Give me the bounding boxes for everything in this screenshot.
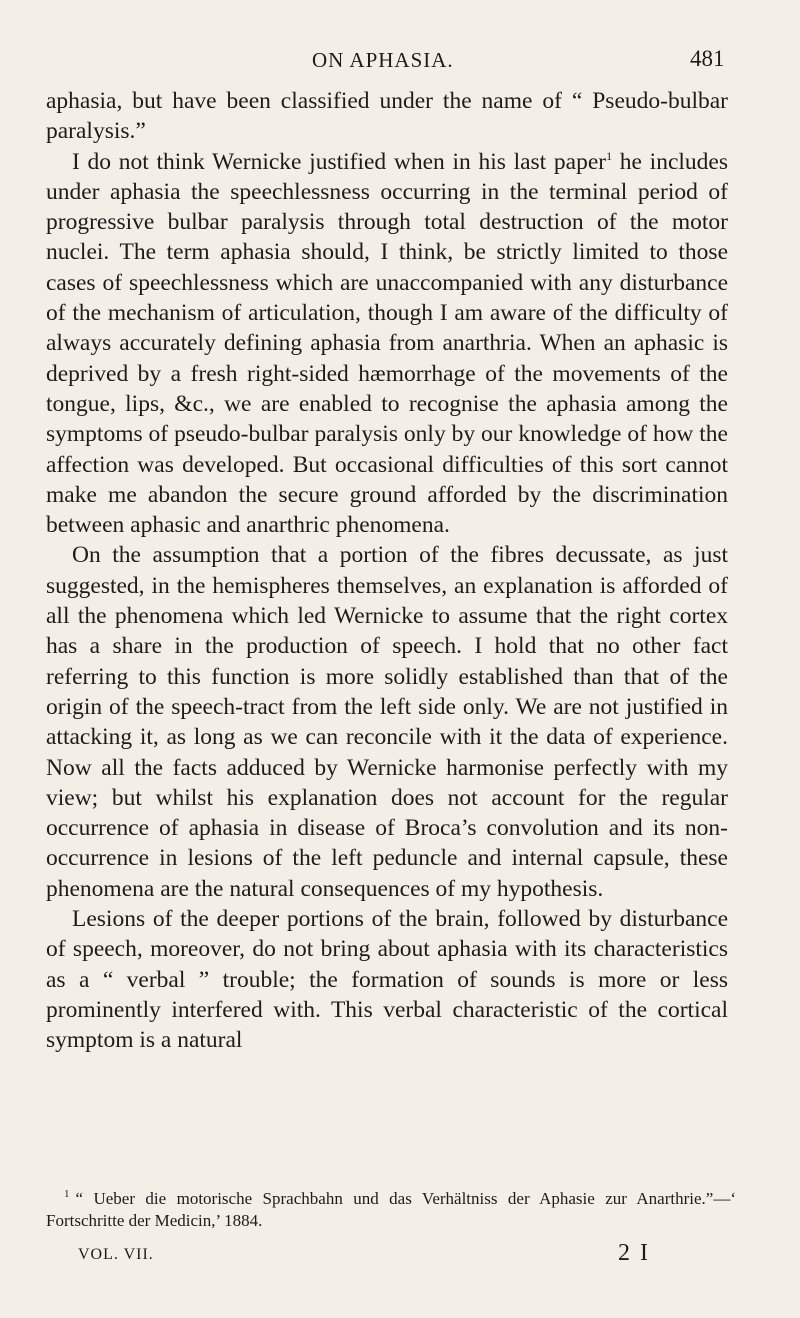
body-text bbox=[46, 86, 728, 1056]
page-number: 481 bbox=[690, 46, 725, 71]
paragraph-2-rest: he includes under aphasia the speechlessness occurring in the terminal period of progressive bulbar paralysis through total destruction of the motor nuclei. The term aphasia should, I think, be strictly limited to those cases of speechlessness which are unaccompanied with any disturbance of the mechanism of articulation, though I am aware of the difficulty of always accurately defining aphasia from anarthria. When an aphasic is deprived by a fresh right-sided hæmorrhage of the movements of the tongue, lips, &c., we are enabled to recognise the aphasia among the symptoms of pseudo-bulbar paralysis only by our knowledge of how the affection was developed. But occasional difficulties of this sort cannot make me abandon the secure ground afforded by the discrimination between aphasic and anarthric phenomena. bbox=[46, 148, 728, 539]
paragraph-4: Lesions of the deeper portions of the brain, followed by disturbance of speech, moreover, do not bring about aphasia with its characteristics as a “ verbal ” trouble; the formation of sounds is more or less prominently interfered with. This verbal characteristic of the cortical symptom is a natural bbox=[46, 906, 728, 1054]
paragraph-1: aphasia, but have been classified under the name of “ Pseudo-bulbar paralysis.” bbox=[46, 88, 728, 145]
signature-line bbox=[0, 1240, 800, 1270]
footnote-mark: 1 bbox=[64, 1188, 70, 1201]
footnote bbox=[46, 1188, 736, 1232]
paragraph-2-start: I do not think Wernicke justified when in his last paper bbox=[72, 148, 607, 175]
page-header bbox=[0, 42, 800, 76]
footnote-reference: 1 bbox=[606, 148, 613, 163]
footnote-text: “ Ueber die motorische Sprachbahn und das Verhältniss der Aphasie zur Anarthrie.”—‘ Fortschritte der Medicin,’ 1884. bbox=[46, 1189, 736, 1230]
volume-label: VOL. VII. bbox=[78, 1246, 154, 1263]
running-title: ON APHASIA. bbox=[312, 48, 454, 72]
printer-signature: 2 I bbox=[618, 1240, 650, 1266]
paragraph-3: On the assumption that a portion of the fibres decussate, as just suggested, in the hemispheres themselves, an explanation is afforded of all the phenomena which led Wernicke to assume that the right cortex has a share in the production of speech. I hold that no other fact referring to this function is more solidly established than that of the origin of the speech-tract from the left side only. We are not justified in attacking it, as long as we can reconcile with it the data of experience. Now all the facts adduced by Wernicke harmonise perfectly with my view; but whilst his explanation does not account for the regular occurrence of aphasia in disease of Broca’s convolution and its non-occurrence in lesions of the left peduncle and internal capsule, these phenomena are the natural consequences of my hypothesis. bbox=[46, 542, 728, 902]
paragraph-2 bbox=[46, 147, 728, 541]
